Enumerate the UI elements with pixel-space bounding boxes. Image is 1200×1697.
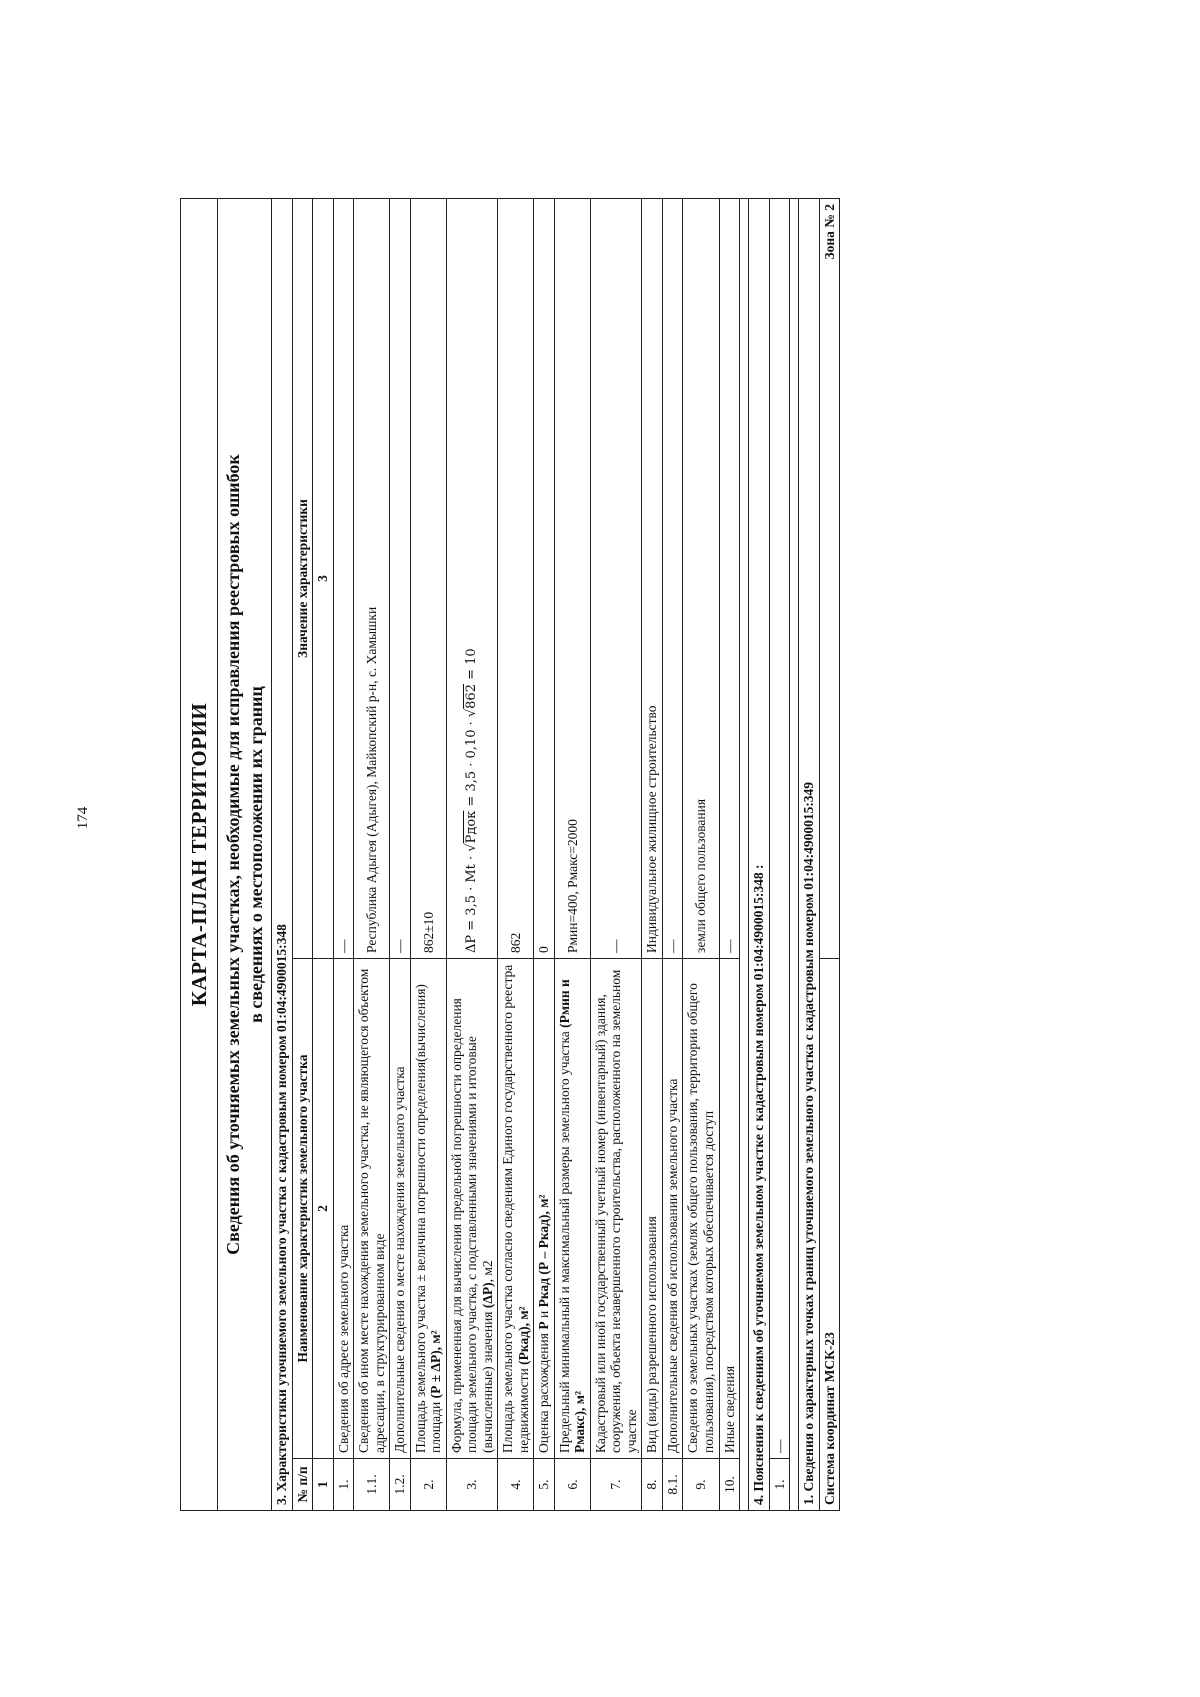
header-number: № п/п	[292, 1459, 313, 1511]
document-subtitle	[218, 199, 272, 1511]
rotated-document	[180, 199, 1200, 1511]
table-row: 1. —	[769, 199, 790, 1511]
table-row: 8.1. Дополнительные сведения об использовании земельного участка —	[662, 199, 683, 1511]
zone-label: Зона № 2	[819, 199, 840, 959]
coordinate-system: Система координат МСК-23	[819, 959, 840, 1511]
table-row: 2. Площадь земельного участка ± величина погрешности определения(вычисления) площади (Р ± ΔР), м² 862±10	[410, 199, 446, 1511]
table-row: 1. Сведения об адресе земельного участка —	[333, 199, 354, 1511]
table-row: 7. Кадастровый или иной государственный учетный номер (инвентарный) здания, сооружения, объекта незавершенного строительства, расположенного на земельном участке —	[590, 199, 642, 1511]
error-formula: ΔР = 3,5 · Mt · √Pдок = 3,5 · 0,10 · √862 = 10	[446, 199, 498, 959]
header-name: Наименование характеристик земельного участка	[292, 959, 313, 1459]
col-number-2: 2	[313, 959, 334, 1459]
section3-title: 3. Характеристики уточняемого земельного участка с кадастровым номером 01:04:4900015:348	[272, 199, 293, 1511]
header-value: Значение характеристики	[292, 199, 313, 959]
table-row: 1.2. Дополнительные сведения о месте нахождения земельного участка —	[390, 199, 411, 1511]
table-row: 1.1. Сведения об ином месте нахождения земельного участка, не являющегося объектом адресации, в структурированном виде Республика Адыгея (Адыгея), Майкопский р-н, с. Хамышки	[354, 199, 390, 1511]
table-row: 8. Вид (виды) разрешенного использования Индивидуальное жилищное строительство	[642, 199, 663, 1511]
col-number-1: 1	[313, 1459, 334, 1511]
cadastral-table	[180, 198, 840, 1511]
subtitle-line-2: в сведениях о местоположении их границ	[245, 686, 266, 1023]
section1-title: 1. Сведения о характерных точках границ уточняемого земельного участка с кадастровым номером 01:04:4900015:349	[799, 199, 820, 1511]
table-row: 10. Иные сведения —	[719, 199, 740, 1511]
table-row: 4. Площадь земельного участка согласно сведениям Единого государственного реестра недвижимости (Ркад), м² 862	[498, 199, 534, 1511]
section4-title: 4. Пояснения к сведениям об уточняемом земельном участке с кадастровым номером 01:04:4900015:348 :	[749, 199, 770, 1511]
col-number-3: 3	[313, 199, 334, 959]
table-row: 3. Формула, примененная для вычисления предельной погрешности определения площади земельного участка, с подставленными значениями и итоговые (вычисленные) значения (ΔР), м2 ΔР = 3,5 · Mt · √Pдок = 3,5 · 0,10 · √862 = 10	[446, 199, 498, 1511]
document-title: КАРТА-ПЛАН ТЕРРИТОРИИ	[181, 199, 218, 1511]
table-row: 9. Сведения о земельных участках (землях общего пользования, территории общего пользования), посредством которых обеспечивается доступ земли общего пользования	[683, 199, 719, 1511]
subtitle-line-1: Сведения об уточняемых земельных участках, необходимые для исправления реестровых ошибок	[223, 454, 244, 1255]
table-row: 5. Оценка расхождения Р и Ркад (Р – Ркад), м² 0	[534, 199, 555, 1511]
table-row: 6. Предельный минимальный и максимальный размеры земельного участка (Рмин и Рмакс), м² Рмин=400, Рмакс=2000	[554, 199, 590, 1511]
page-number: 174	[75, 806, 91, 830]
